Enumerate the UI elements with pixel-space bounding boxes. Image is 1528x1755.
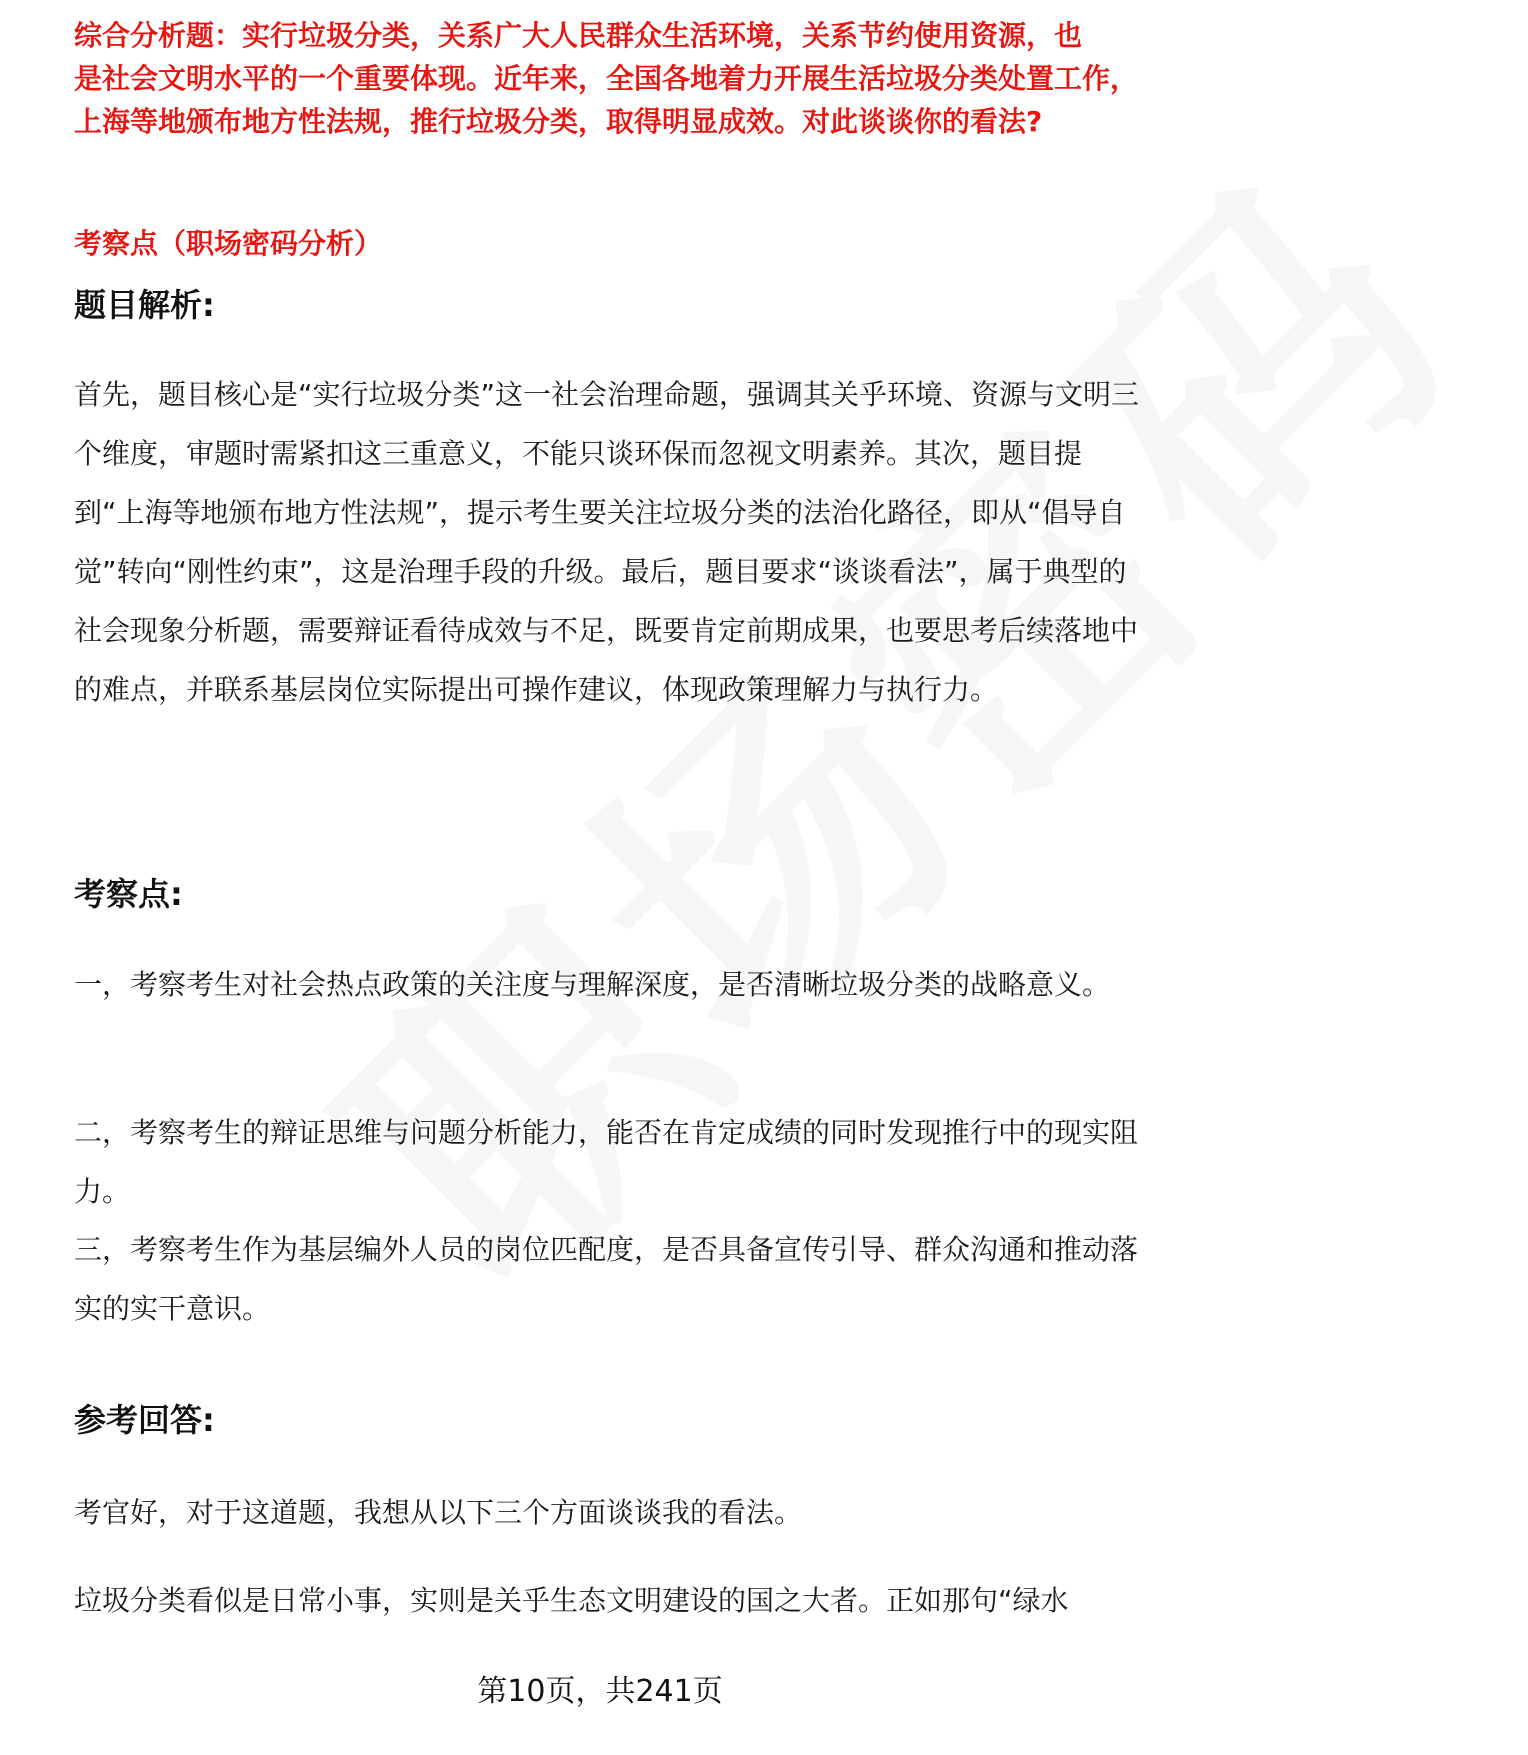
points-heading: 考察点: [74,875,183,913]
exam-point-source: 考察点（职场密码分析） [74,227,383,260]
question-text [74,19,1144,194]
point-item-2: 二，考察考生的辩证思维与问题分析能力，能否在肯定成绩的同时发现推行中的现实阻力。 [74,1116,1139,1208]
point-item-1: 一，考察考生对社会热点政策的关注度与理解深度，是否清晰垃圾分类的战略意义。 [74,968,1111,1001]
answer-heading: 参考回答: [74,1401,215,1439]
question-partial-line: 综合分析题：实行垃圾分类，关系广大人民群众生活环境，关系节约使用资源，也 [74,19,1083,52]
answer-paragraph-2: 垃圾分类看似是日常小事，实则是关乎生态文明建设的国之大者。正如那句“绿水 [74,1584,1069,1617]
analysis-body: 首先，题目核心是“实行垃圾分类”这一社会治理命题，强调其关乎环境、资源与文明三个维度，审题时需紧扣这三重意义，不能只谈环保而忽视文明素养。其次，题目提到“上海等地颁布地方性法规”，提示考生要关注垃圾分类的法治化路径，即从“倡导自觉”转向“刚性约束”，这是治理手段的升级。最后，题目要求“谈谈看法”，属于典型的社会现象分析题，需要辩证看待成效与不足，既要肯定前期成果，也要思考后续落地中的难点，并联系基层岗位实际提出可操作建议，体现政策理解力与执行力。 [74,378,1140,706]
point-item-3: 三，考察考生作为基层编外人员的岗位匹配度，是否具备宣传引导、群众沟通和推动落实的实干意识。 [74,1233,1139,1325]
question-body: 是社会文明水平的一个重要体现。近年来，全国各地着力开展生活垃圾分类处置工作，上海等地颁布地方性法规，推行垃圾分类，取得明显成效。对此谈谈你的看法? [74,62,1139,138]
analysis-heading: 题目解析: [74,286,215,324]
answer-paragraph-1: 考官好，对于这道题，我想从以下三个方面谈谈我的看法。 [74,1496,803,1529]
page-number: 第10页，共241页 [477,1674,723,1709]
